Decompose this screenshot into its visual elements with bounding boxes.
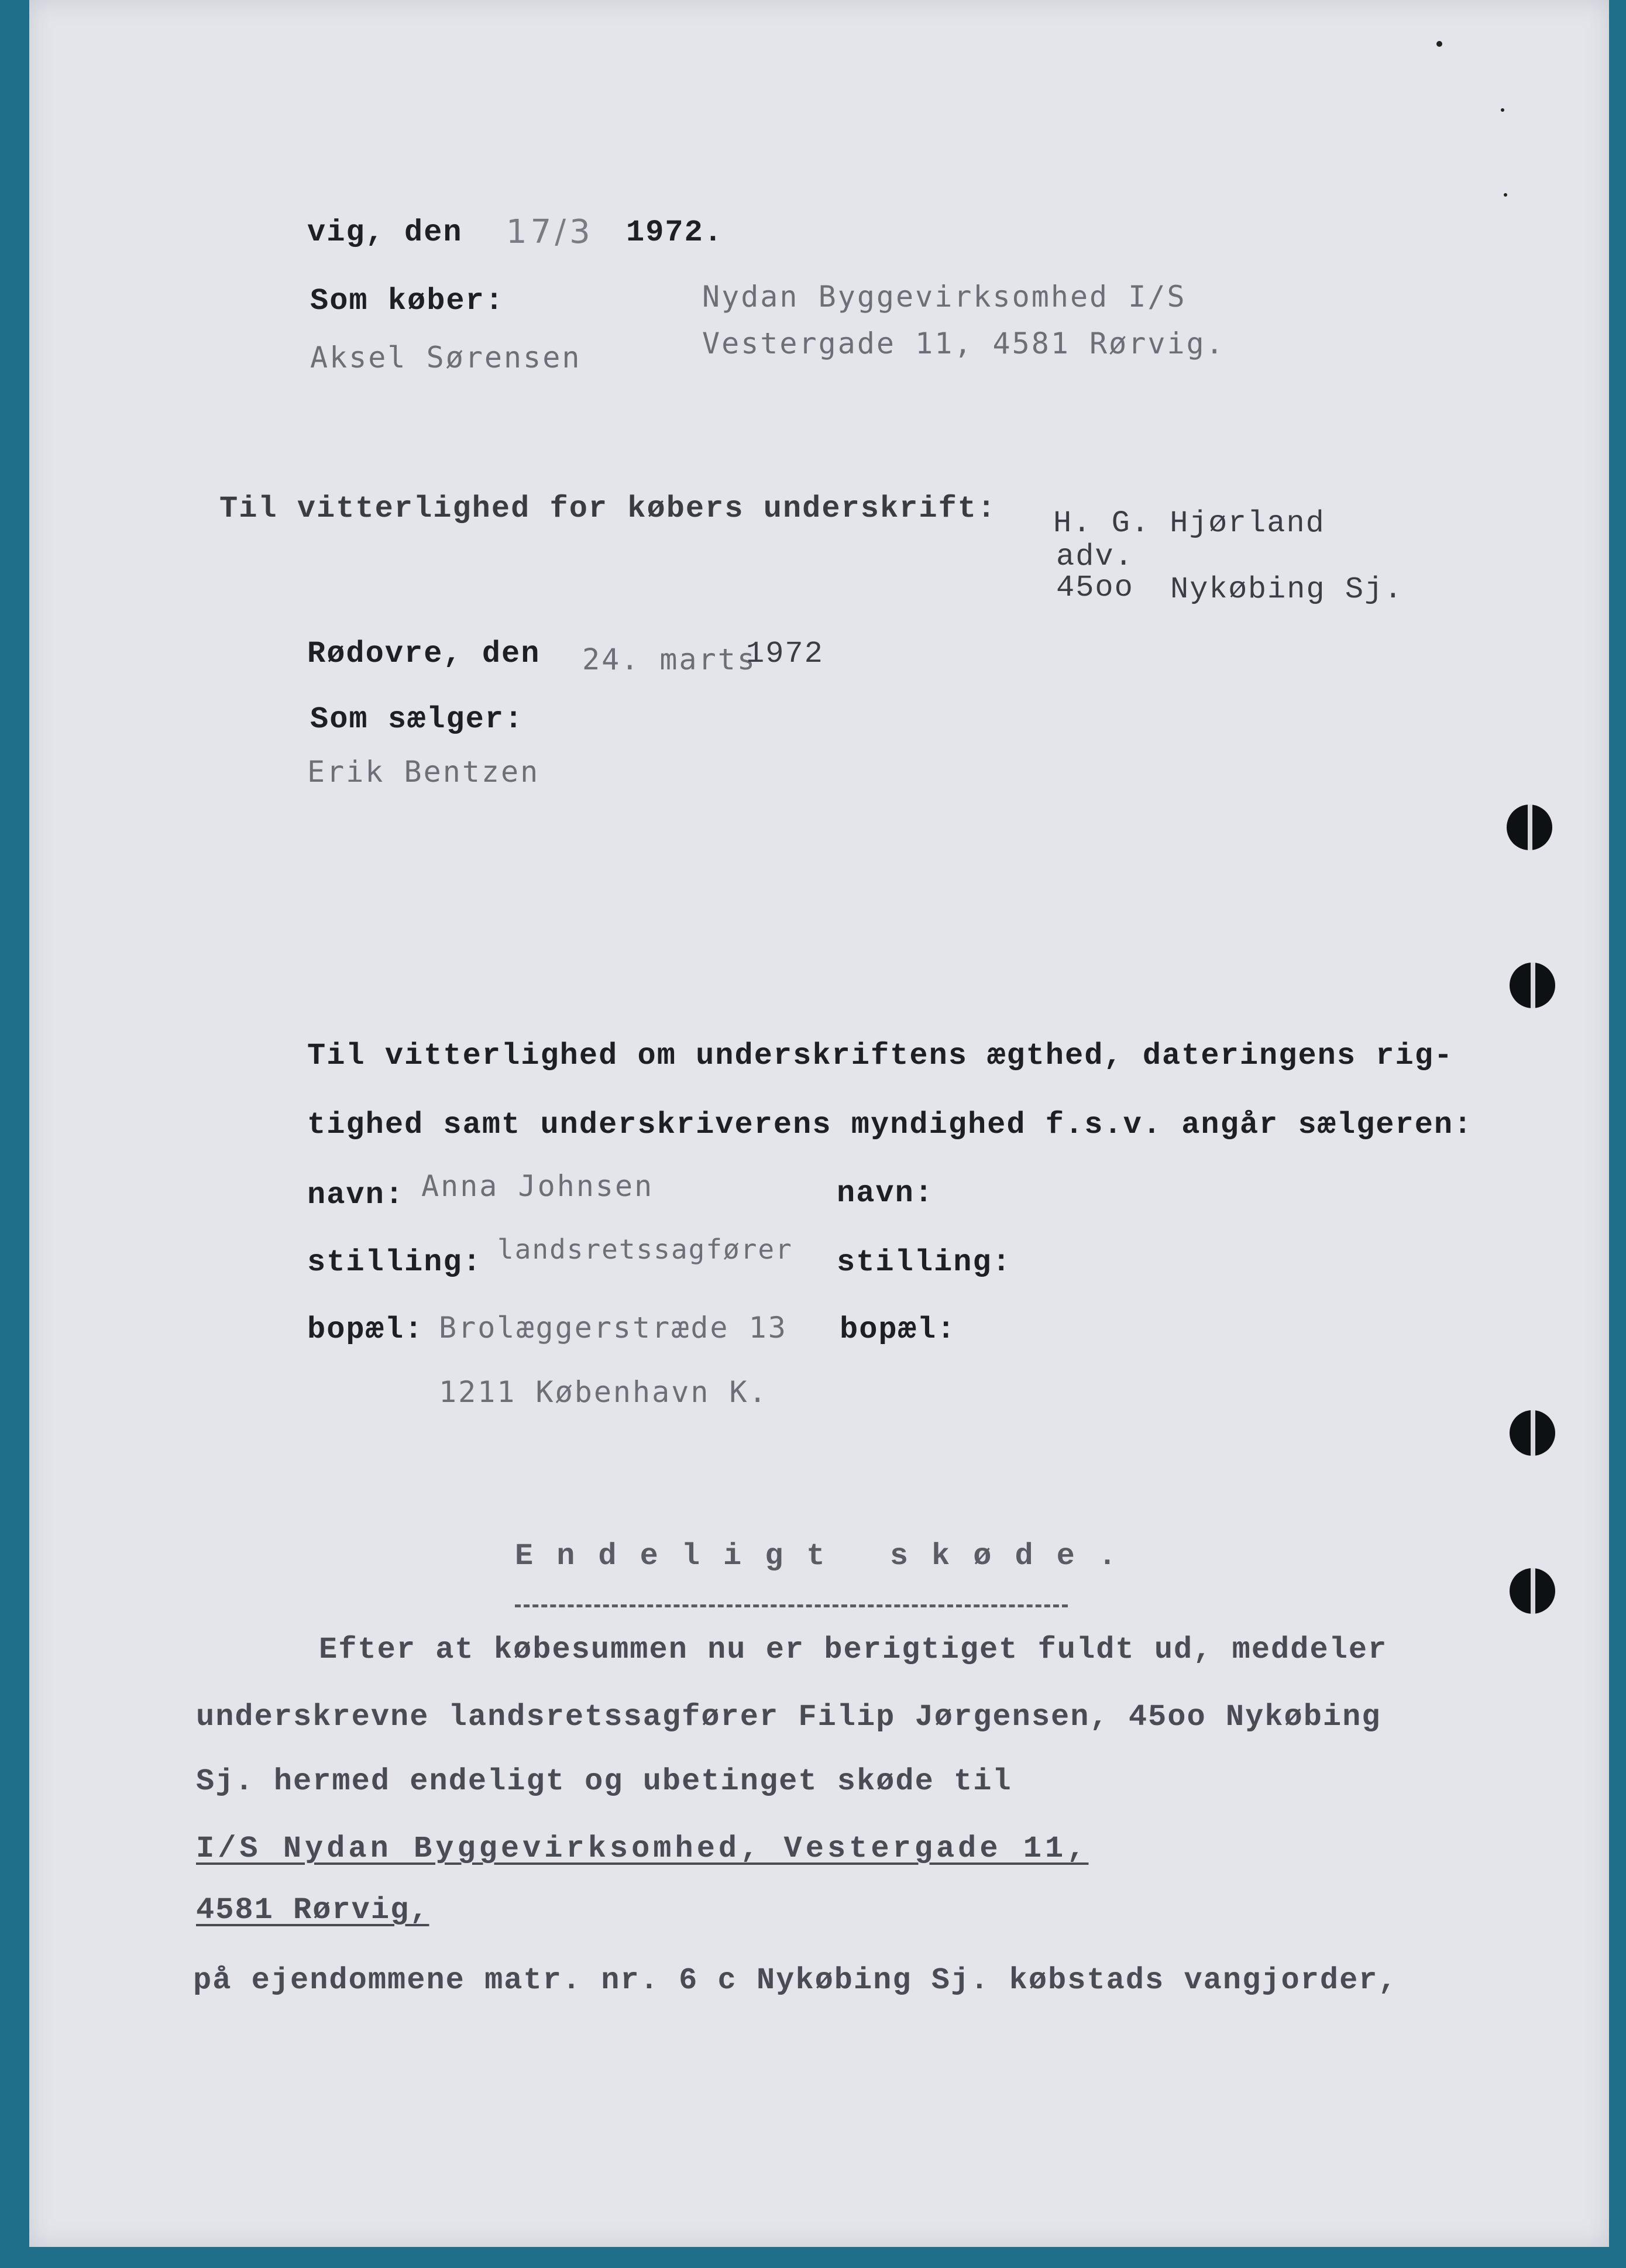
paper-speck [1504, 193, 1507, 197]
seller-place-date-label: Rødovre, den [307, 637, 541, 671]
seller-date-filled: 24. marts [582, 642, 757, 676]
buyer-name: Aksel Sørensen [310, 341, 582, 374]
deed-heading: Endeligt skøde. [515, 1539, 1140, 1573]
document-page [29, 0, 1609, 2247]
buyer-date-handwritten: 17/3 [506, 213, 594, 251]
witness2-name-label: navn: [837, 1176, 934, 1211]
deed-para-line1: Efter at købesummen nu er berigtiget fuldt ud, meddeler [319, 1633, 1388, 1667]
witness-position-label: stilling: [307, 1245, 482, 1280]
buyer-witness-label: Til vitterlighed for købers underskrift: [219, 492, 997, 526]
witness-residence-label: bopæl: [307, 1312, 424, 1347]
buyer-witness-postcode: 45oo [1056, 571, 1134, 605]
witness-position-value: landsretssagfører [497, 1233, 793, 1265]
punch-hole [1510, 963, 1555, 1008]
deed-para-line3: Sj. hermed endeligt og ubetinget skøde til [196, 1764, 1012, 1799]
paper-speck [1501, 108, 1504, 112]
witness2-position-label: stilling: [837, 1245, 1012, 1280]
witness-residence-line1: Brolæggerstræde 13 [439, 1311, 788, 1345]
witness-name-label: navn: [307, 1178, 405, 1212]
buyer-witness-name: H. G. Hjørland [1053, 506, 1325, 541]
deed-recipient-line2: 4581 Rørvig, [196, 1893, 429, 1927]
deed-heading-rule [515, 1604, 1068, 1607]
punch-hole [1507, 805, 1552, 850]
punch-hole [1510, 1410, 1555, 1456]
witness-residence-line2: 1211 København K. [439, 1375, 768, 1409]
witness-name-value: Anna Johnsen [421, 1169, 654, 1203]
deed-property-line: på ejendommene matr. nr. 6 c Nykøbing Sj. købstads vangjorder, [193, 1963, 1398, 1998]
seller-name: Erik Bentzen [307, 755, 540, 789]
buyer-role-label: Som køber: [310, 284, 505, 318]
buyer-place-date-label: vig, den [307, 215, 463, 250]
deed-recipient-line1: I/S Nydan Byggevirksomhed, Vestergade 11, [196, 1831, 1089, 1866]
buyer-witness-title: adv. [1056, 539, 1134, 574]
buyer-witness-city: Nykøbing Sj. [1170, 572, 1404, 607]
buyer-company-line2: Vestergade 11, 4581 Rørvig. [702, 327, 1225, 360]
seller-role-label: Som sælger: [310, 702, 524, 737]
deed-para-line2: underskrevne landsretssagfører Filip Jørgensen, 45oo Nykøbing [196, 1700, 1381, 1734]
buyer-company-line1: Nydan Byggevirksomhed I/S [702, 280, 1187, 314]
buyer-year: 1972. [626, 215, 724, 250]
seller-witness-line1: Til vitterlighed om underskriftens ægthed, dateringens rig- [307, 1039, 1454, 1073]
punch-hole [1510, 1568, 1555, 1614]
witness2-residence-label: bopæl: [840, 1312, 957, 1347]
paper-speck [1436, 41, 1442, 47]
seller-witness-line2: tighed samt underskriverens myndighed f.s.v. angår sælgeren: [307, 1108, 1473, 1142]
seller-year: 1972 [746, 637, 824, 671]
